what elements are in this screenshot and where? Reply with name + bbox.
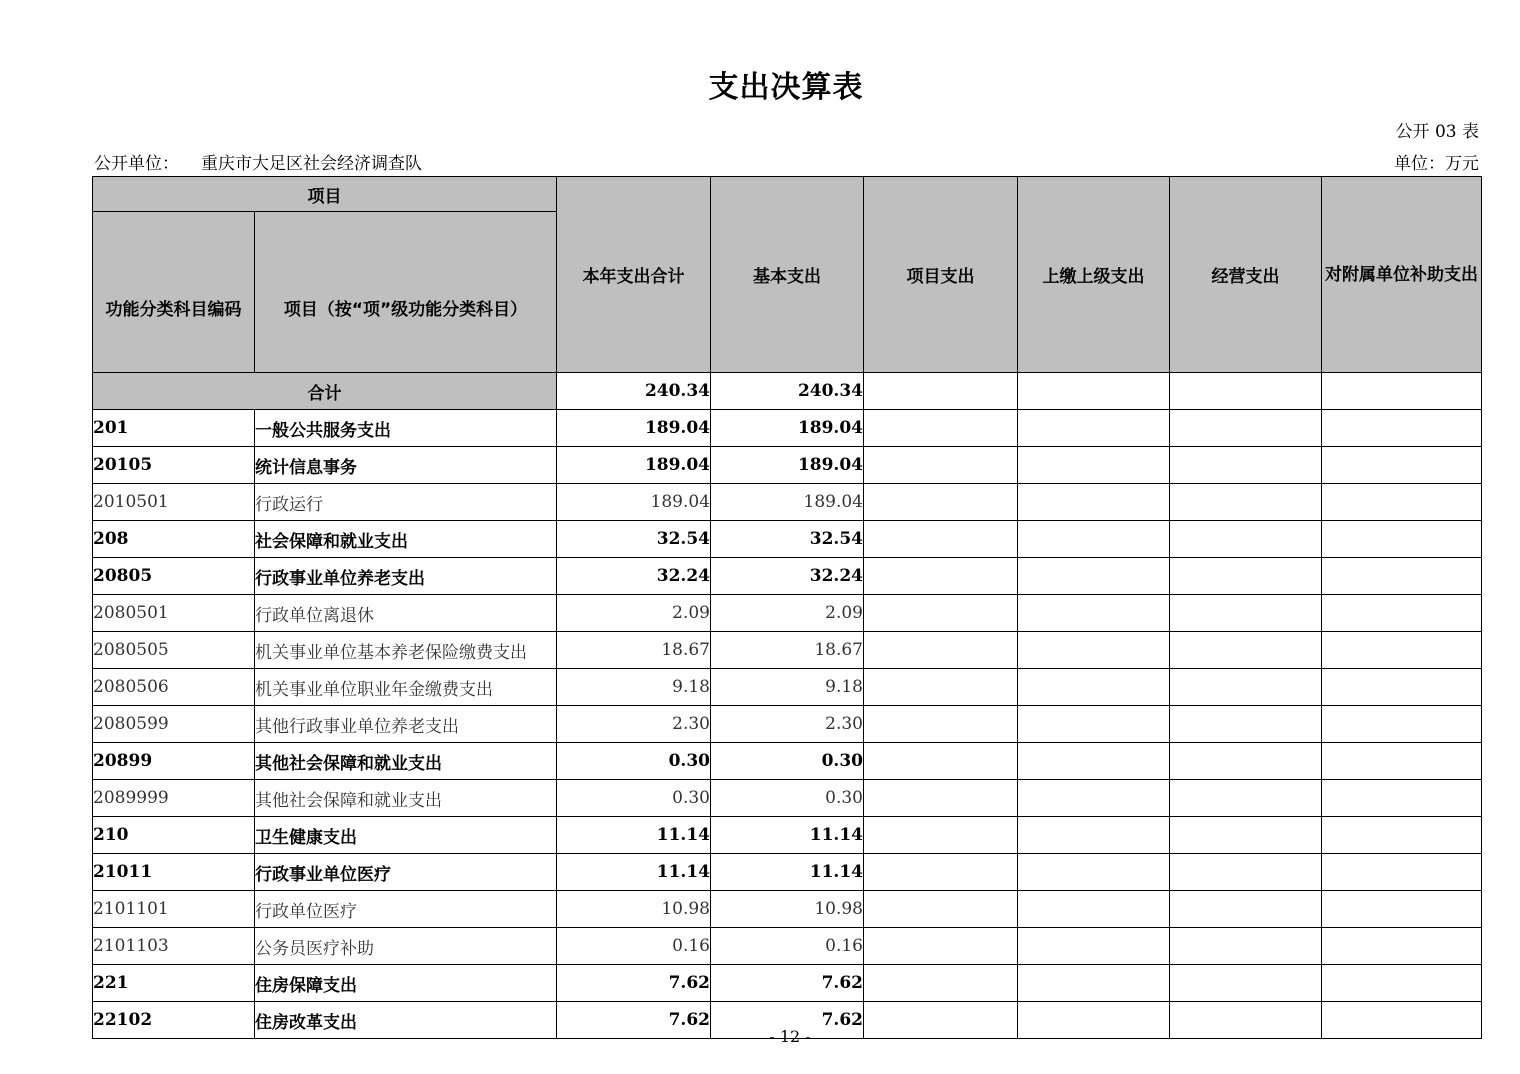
row-total: 7.62 bbox=[557, 965, 711, 1002]
row-upper-payment bbox=[1018, 669, 1170, 706]
row-code: 208 bbox=[93, 521, 255, 558]
row-basic: 0.16 bbox=[711, 928, 864, 965]
expenditure-table bbox=[92, 176, 1482, 1039]
row-subsidy bbox=[1322, 558, 1482, 595]
row-name: 其他行政事业单位养老支出 bbox=[255, 706, 557, 743]
header-code: 功能分类科目编码 bbox=[93, 212, 255, 373]
row-subsidy bbox=[1322, 632, 1482, 669]
row-total: 189.04 bbox=[557, 447, 711, 484]
row-code: 210 bbox=[93, 817, 255, 854]
table-row bbox=[93, 706, 1482, 743]
header-project: 项目 bbox=[93, 177, 557, 212]
row-basic: 9.18 bbox=[711, 669, 864, 706]
row-name: 行政运行 bbox=[255, 484, 557, 521]
row-upper-payment bbox=[1018, 891, 1170, 928]
row-total: 10.98 bbox=[557, 891, 711, 928]
row-business bbox=[1170, 484, 1322, 521]
row-subsidy bbox=[1322, 743, 1482, 780]
row-code: 221 bbox=[93, 965, 255, 1002]
row-total: 7.62 bbox=[557, 1002, 711, 1039]
row-project-expenditure bbox=[864, 447, 1018, 484]
row-basic: 7.62 bbox=[711, 1002, 864, 1039]
header-name: 项目（按“项”级功能分类科目） bbox=[255, 212, 557, 373]
row-upper-payment bbox=[1018, 706, 1170, 743]
row-business bbox=[1170, 928, 1322, 965]
row-name: 公务员医疗补助 bbox=[255, 928, 557, 965]
row-basic: 189.04 bbox=[711, 447, 864, 484]
row-subsidy bbox=[1322, 410, 1482, 447]
row-project-expenditure bbox=[864, 891, 1018, 928]
row-basic: 18.67 bbox=[711, 632, 864, 669]
row-code: 20805 bbox=[93, 558, 255, 595]
row-total: 189.04 bbox=[557, 410, 711, 447]
row-project-expenditure bbox=[864, 706, 1018, 743]
row-total: 0.30 bbox=[557, 780, 711, 817]
row-subsidy bbox=[1322, 817, 1482, 854]
row-total: 32.24 bbox=[557, 558, 711, 595]
row-business bbox=[1170, 558, 1322, 595]
row-upper-payment bbox=[1018, 632, 1170, 669]
row-business bbox=[1170, 521, 1322, 558]
row-basic: 32.54 bbox=[711, 521, 864, 558]
header-upper-payment: 上缴上级支出 bbox=[1018, 177, 1170, 373]
table-row bbox=[93, 891, 1482, 928]
unit-label: 公开单位： bbox=[94, 154, 179, 174]
row-subsidy bbox=[1322, 669, 1482, 706]
table-row bbox=[93, 484, 1482, 521]
table-row bbox=[93, 558, 1482, 595]
row-project-expenditure bbox=[864, 558, 1018, 595]
row-upper-payment bbox=[1018, 854, 1170, 891]
table-row bbox=[93, 595, 1482, 632]
row-business bbox=[1170, 447, 1322, 484]
row-subsidy bbox=[1322, 447, 1482, 484]
header-subsidy: 对附属单位补助支出 bbox=[1322, 177, 1482, 373]
row-subsidy bbox=[1322, 891, 1482, 928]
unit-name: 重庆市大足区社会经济调查队 bbox=[201, 154, 422, 174]
row-project-expenditure bbox=[864, 669, 1018, 706]
header-project-expenditure: 项目支出 bbox=[864, 177, 1018, 373]
row-business bbox=[1170, 706, 1322, 743]
row-upper-payment bbox=[1018, 780, 1170, 817]
row-code: 22102 bbox=[93, 1002, 255, 1039]
table-row bbox=[93, 521, 1482, 558]
row-business bbox=[1170, 410, 1322, 447]
row-basic: 7.62 bbox=[711, 965, 864, 1002]
row-upper-payment bbox=[1018, 743, 1170, 780]
row-project-expenditure bbox=[864, 484, 1018, 521]
row-code: 201 bbox=[93, 410, 255, 447]
form-number: 公开 03 表 bbox=[1395, 122, 1479, 142]
row-basic: 189.04 bbox=[711, 410, 864, 447]
total-label: 合计 bbox=[93, 373, 557, 410]
row-business bbox=[1170, 817, 1322, 854]
row-name: 机关事业单位职业年金缴费支出 bbox=[255, 669, 557, 706]
row-name: 机关事业单位基本养老保险缴费支出 bbox=[255, 632, 557, 669]
row-code: 2101101 bbox=[93, 891, 255, 928]
table-row bbox=[93, 447, 1482, 484]
row-subsidy bbox=[1322, 484, 1482, 521]
row-upper-payment bbox=[1018, 447, 1170, 484]
row-total: 11.14 bbox=[557, 854, 711, 891]
row-basic: 2.09 bbox=[711, 595, 864, 632]
row-basic: 2.30 bbox=[711, 706, 864, 743]
row-upper-payment bbox=[1018, 410, 1170, 447]
row-project-expenditure bbox=[864, 854, 1018, 891]
row-business bbox=[1170, 891, 1322, 928]
row-business bbox=[1170, 854, 1322, 891]
row-name: 行政事业单位医疗 bbox=[255, 854, 557, 891]
row-total: 11.14 bbox=[557, 817, 711, 854]
row-name: 行政单位离退休 bbox=[255, 595, 557, 632]
row-total: 18.67 bbox=[557, 632, 711, 669]
row-code: 2080506 bbox=[93, 669, 255, 706]
row-name: 行政单位医疗 bbox=[255, 891, 557, 928]
row-business bbox=[1170, 743, 1322, 780]
row-code: 2101103 bbox=[93, 928, 255, 965]
row-subsidy bbox=[1322, 780, 1482, 817]
row-business bbox=[1170, 595, 1322, 632]
row-basic: 32.24 bbox=[711, 558, 864, 595]
row-total: 0.30 bbox=[557, 743, 711, 780]
row-project-expenditure bbox=[864, 965, 1018, 1002]
row-total: 32.54 bbox=[557, 521, 711, 558]
row-upper-payment bbox=[1018, 484, 1170, 521]
row-code: 2080501 bbox=[93, 595, 255, 632]
table-row bbox=[93, 817, 1482, 854]
row-code: 2080599 bbox=[93, 706, 255, 743]
row-total: 189.04 bbox=[557, 484, 711, 521]
table-row bbox=[93, 669, 1482, 706]
row-project-expenditure bbox=[864, 780, 1018, 817]
row-upper-payment bbox=[1018, 928, 1170, 965]
row-upper-payment bbox=[1018, 965, 1170, 1002]
page-title: 支出决算表 bbox=[708, 70, 864, 105]
row-subsidy bbox=[1322, 965, 1482, 1002]
row-basic: 0.30 bbox=[711, 743, 864, 780]
row-name: 住房改革支出 bbox=[255, 1002, 557, 1039]
row-upper-payment bbox=[1018, 521, 1170, 558]
row-project-expenditure bbox=[864, 928, 1018, 965]
row-subsidy bbox=[1322, 521, 1482, 558]
row-business bbox=[1170, 780, 1322, 817]
row-project-expenditure bbox=[864, 632, 1018, 669]
row-code: 2010501 bbox=[93, 484, 255, 521]
table-row bbox=[93, 965, 1482, 1002]
table-row bbox=[93, 780, 1482, 817]
row-subsidy bbox=[1322, 928, 1482, 965]
row-code: 20105 bbox=[93, 447, 255, 484]
row-code: 2080505 bbox=[93, 632, 255, 669]
row-code: 20899 bbox=[93, 743, 255, 780]
row-upper-payment bbox=[1018, 558, 1170, 595]
row-business bbox=[1170, 632, 1322, 669]
row-basic: 11.14 bbox=[711, 854, 864, 891]
row-project-expenditure bbox=[864, 817, 1018, 854]
row-name: 其他社会保障和就业支出 bbox=[255, 743, 557, 780]
row-total: 2.09 bbox=[557, 595, 711, 632]
reporting-unit bbox=[94, 149, 422, 174]
table-row bbox=[93, 743, 1482, 780]
row-project-expenditure bbox=[864, 410, 1018, 447]
row-project-expenditure bbox=[864, 521, 1018, 558]
money-unit: 单位：万元 bbox=[1394, 154, 1479, 174]
total-basic: 240.34 bbox=[711, 373, 864, 410]
row-subsidy bbox=[1322, 854, 1482, 891]
row-basic: 0.30 bbox=[711, 780, 864, 817]
row-name: 卫生健康支出 bbox=[255, 817, 557, 854]
row-business bbox=[1170, 965, 1322, 1002]
header-basic: 基本支出 bbox=[711, 177, 864, 373]
total-row bbox=[93, 373, 1482, 410]
row-upper-payment bbox=[1018, 817, 1170, 854]
row-project-expenditure bbox=[864, 595, 1018, 632]
row-name: 一般公共服务支出 bbox=[255, 410, 557, 447]
row-name: 住房保障支出 bbox=[255, 965, 557, 1002]
total-amount: 240.34 bbox=[557, 373, 711, 410]
row-basic: 11.14 bbox=[711, 817, 864, 854]
row-business bbox=[1170, 669, 1322, 706]
row-subsidy bbox=[1322, 706, 1482, 743]
row-name: 统计信息事务 bbox=[255, 447, 557, 484]
table-row bbox=[93, 410, 1482, 447]
header-business: 经营支出 bbox=[1170, 177, 1322, 373]
row-total: 9.18 bbox=[557, 669, 711, 706]
page-number: - 12 - bbox=[769, 1027, 811, 1046]
table-row bbox=[93, 928, 1482, 965]
header-total: 本年支出合计 bbox=[557, 177, 711, 373]
table-row bbox=[93, 854, 1482, 891]
row-total: 0.16 bbox=[557, 928, 711, 965]
row-upper-payment bbox=[1018, 595, 1170, 632]
table-row bbox=[93, 632, 1482, 669]
row-project-expenditure bbox=[864, 743, 1018, 780]
row-basic: 189.04 bbox=[711, 484, 864, 521]
row-name: 其他社会保障和就业支出 bbox=[255, 780, 557, 817]
row-basic: 10.98 bbox=[711, 891, 864, 928]
row-code: 21011 bbox=[93, 854, 255, 891]
row-name: 社会保障和就业支出 bbox=[255, 521, 557, 558]
row-total: 2.30 bbox=[557, 706, 711, 743]
row-name: 行政事业单位养老支出 bbox=[255, 558, 557, 595]
row-subsidy bbox=[1322, 595, 1482, 632]
row-code: 2089999 bbox=[93, 780, 255, 817]
